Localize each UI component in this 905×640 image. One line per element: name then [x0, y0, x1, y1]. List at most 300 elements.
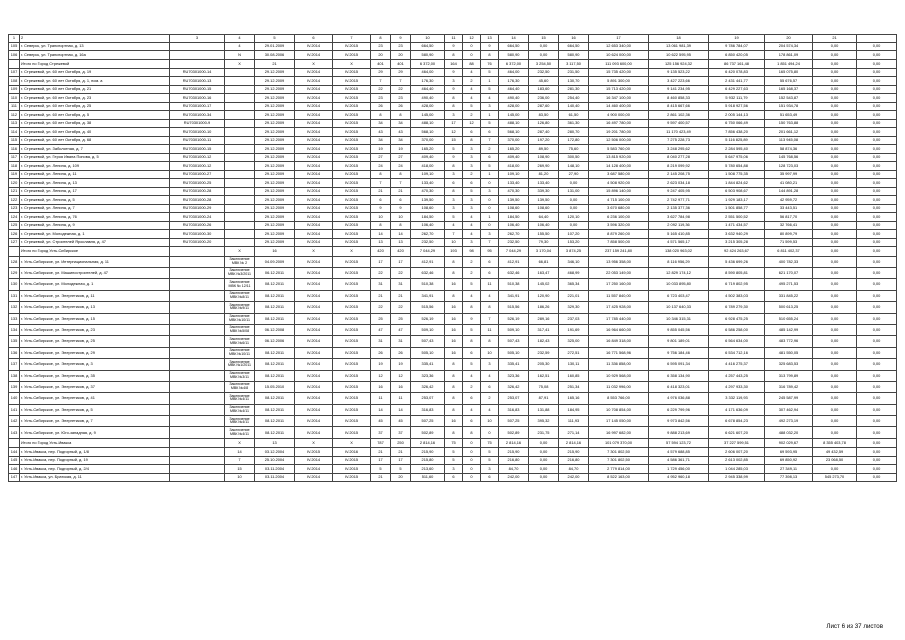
cell-addr: г. Усть-Сибирское, ул. Энергетиков, д. 3	[20, 359, 170, 370]
cell-addr: г. Усть-Сибирское, ул. Энергетиков, д. 37	[20, 381, 170, 392]
cell-c5: 08.12.2011	[255, 347, 295, 358]
cell-c19: 1 929 183,17	[709, 196, 765, 205]
cell-c10: 510,38	[411, 279, 445, 290]
table-row	[9, 230, 897, 239]
cell-c18: 9 888 213,69	[649, 427, 709, 438]
cell-c10: 464,00	[411, 68, 445, 77]
cell-c10: 109,10	[411, 170, 445, 179]
cell-c11: 8	[445, 359, 463, 370]
cell-c9: 43	[391, 128, 411, 137]
cell-c13: 1	[481, 77, 499, 86]
cell-c17: 3 596 320,00	[589, 221, 649, 230]
cell-c18: 9 801 189,01	[649, 336, 709, 347]
cell-c19: 4 502 383,03	[709, 290, 765, 301]
cell-c13: 1	[481, 170, 499, 179]
cell-c9: 25	[391, 313, 411, 324]
cell-c15: 182,43	[529, 336, 559, 347]
cell-c14: 412,91	[499, 256, 529, 267]
cell-no	[9, 438, 20, 447]
cell-c16: 325,00	[559, 336, 589, 347]
cell-c13: 76	[481, 59, 499, 68]
cell-c11: 8	[445, 94, 463, 103]
cell-c6: IV.2014	[295, 347, 333, 358]
cell-c6: IV.2014	[295, 267, 333, 278]
cell-addr: г. Усть-Сибирское, ул. Молодежная, д. 1	[20, 279, 170, 290]
cell-c9: 29	[391, 68, 411, 77]
cell-c9: 26	[391, 102, 411, 111]
cell-c4	[225, 238, 255, 247]
cell-c6: IV.2014	[295, 230, 333, 239]
cell-c11: 16	[445, 347, 463, 358]
cell-c17: 15 896 140,00	[589, 187, 649, 196]
cell-c9: 401	[391, 59, 411, 68]
cell-c4: Заключение МВК №4/8	[225, 381, 255, 392]
table-row	[9, 136, 897, 145]
cell-c17: 237 159 241,80	[589, 247, 649, 256]
cell-c8: 19	[371, 359, 391, 370]
cell-c6: IV.2014	[295, 213, 333, 222]
cell-c5: 21	[255, 59, 295, 68]
cell-c17: 14 460 400,00	[589, 102, 649, 111]
cell-c22: 0,00	[857, 473, 897, 482]
cell-c10: 511,60	[411, 473, 445, 482]
cell-addr: г. Стрежевой, ул. Ленина, д. 5	[20, 196, 170, 205]
cell-c16: 107,20	[559, 230, 589, 239]
cell-c10: 418,00	[411, 162, 445, 171]
cell-no: 132	[9, 302, 20, 313]
cell-c8: 21	[371, 448, 391, 457]
cell-c17: 16 497 780,00	[589, 119, 649, 128]
cell-c16: 3 874,25	[559, 247, 589, 256]
cell-c11: 8	[445, 256, 463, 267]
cell-c21: 0,00	[813, 465, 857, 474]
cell-c3	[170, 42, 225, 51]
cell-c5: 29.12.2009	[255, 94, 295, 103]
cell-c3	[170, 473, 225, 482]
cell-no: 107	[9, 68, 20, 77]
cell-c19: 6 586 258,00	[709, 324, 765, 335]
cell-c7: IV.2015	[333, 404, 371, 415]
cell-c13: 8	[481, 51, 499, 60]
cell-c6: IV.2014	[295, 94, 333, 103]
cell-c22: 0,00	[857, 153, 897, 162]
cell-c18: 8 040 277,28	[649, 153, 709, 162]
cell-c15: 145,02	[529, 279, 559, 290]
cell-c15: 126,80	[529, 119, 559, 128]
cell-addr: г. Стрежевой, ул. Молодежная, д. 1	[20, 230, 170, 239]
cell-c18: 7 275 228,73	[649, 136, 709, 145]
cell-c11: 8	[445, 267, 463, 278]
cell-addr: г. Стрежевой, ул. 60 лет Октября, д. 23	[20, 94, 170, 103]
cell-c16: 216,80	[559, 456, 589, 465]
cell-c21: 545 273,70	[813, 473, 857, 482]
cell-c15: 163,47	[529, 267, 559, 278]
cell-c3	[170, 336, 225, 347]
cell-c11: 16	[445, 336, 463, 347]
cell-c14: 176,30	[499, 77, 529, 86]
cell-c5: 29.12.2009	[255, 145, 295, 154]
cell-c17: 13 815 920,00	[589, 153, 649, 162]
cell-c8: 7	[371, 179, 391, 188]
cell-c11: 8	[445, 162, 463, 171]
cell-c17: 16 849 318,00	[589, 336, 649, 347]
cell-c16: 242,00	[559, 473, 589, 482]
cell-c15: 232,59	[529, 347, 559, 358]
cell-c22: 0,00	[857, 51, 897, 60]
cell-c19: 2 005 144,13	[709, 111, 765, 120]
cell-c22: 0,00	[857, 336, 897, 347]
cell-c4: Заключение МВК №4/11	[225, 416, 255, 427]
cell-addr: Итого по Город Стрежевой	[20, 59, 170, 68]
cell-c17: 15 735 420,00	[589, 68, 649, 77]
cell-c12: 8	[463, 136, 481, 145]
cell-c13: 95	[481, 247, 499, 256]
cell-c9: 34	[391, 119, 411, 128]
cell-c14: 184,50	[499, 213, 529, 222]
cell-c10: 664,50	[411, 42, 445, 51]
cell-c13: 7	[481, 313, 499, 324]
cell-addr: г. Усть-Сибирское, ул. Интернациональная, д. 11	[20, 256, 170, 267]
cell-c19: 92 424 263,67	[709, 247, 765, 256]
cell-c4	[225, 119, 255, 128]
cell-c20: 1 851 494,24	[765, 59, 813, 68]
cell-c17: 4 900 000,00	[589, 111, 649, 120]
cell-c15: 45,60	[529, 77, 559, 86]
cell-addr: г. Стрежевой, ул. 60 лет Октября, д. 68	[20, 136, 170, 145]
cell-c9: 23	[391, 94, 411, 103]
cell-c21: 0,00	[813, 102, 857, 111]
cell-c7: IV.2015	[333, 68, 371, 77]
cell-c16: 140,40	[559, 102, 589, 111]
cell-c21: 0,00	[813, 256, 857, 267]
cell-c20: 481 550,05	[765, 347, 813, 358]
cell-c10: 184,50	[411, 213, 445, 222]
cell-c19: 6 621 607,20	[709, 427, 765, 438]
cell-c13: 5	[481, 162, 499, 171]
cell-no: 130	[9, 279, 20, 290]
cell-c10: 108,60	[411, 204, 445, 213]
table-row	[9, 381, 897, 392]
cell-c21: 0,00	[813, 370, 857, 381]
cell-c5: 29.12.2009	[255, 77, 295, 86]
cell-no: 114	[9, 128, 20, 137]
cell-addr: г. Стрежевой, ул. Ленина, д. 7	[20, 204, 170, 213]
cell-c15: 186,26	[529, 302, 559, 313]
cell-c13: 6	[481, 153, 499, 162]
cell-c7: IV.2015	[333, 153, 371, 162]
cell-c10: 526,19	[411, 313, 445, 324]
cell-c19: 5 780 654,88	[709, 162, 765, 171]
cell-c11: 16	[445, 279, 463, 290]
cell-c8: 23	[371, 94, 391, 103]
cell-c9: 19	[391, 359, 411, 370]
cell-c5: 08.12.2011	[255, 404, 295, 415]
cell-c21: 0,00	[813, 77, 857, 86]
cell-c20: 32 766,41	[765, 221, 813, 230]
cell-c19: 6 429 227,63	[709, 85, 765, 94]
cell-c15: 0,00	[529, 42, 559, 51]
cell-c3: RU70301000-26	[170, 221, 225, 230]
cell-c20: 500 613,25	[765, 302, 813, 313]
cell-c11: 7	[445, 230, 463, 239]
cell-c3	[170, 247, 225, 256]
cell-c9: 27	[391, 153, 411, 162]
cell-c9: 34	[391, 136, 411, 145]
table-row	[9, 51, 897, 60]
cell-c12: 8	[463, 302, 481, 313]
cell-c21: 0,00	[813, 119, 857, 128]
cell-c11: 6	[445, 179, 463, 188]
cell-c10: 165,20	[411, 145, 445, 154]
cell-c4: Заключение МВК №10/11	[225, 313, 255, 324]
cell-c4	[225, 145, 255, 154]
cell-c6: IV.2014	[295, 128, 333, 137]
cell-c4: X	[225, 59, 255, 68]
cell-c17: 5 891 300,00	[589, 77, 649, 86]
cell-c17: 4 715 100,00	[589, 196, 649, 205]
cell-c8: 8	[371, 111, 391, 120]
cell-c15: 66,81	[529, 256, 559, 267]
cell-c12: 3	[463, 153, 481, 162]
cell-c9: 22	[391, 267, 411, 278]
cell-c8: 12	[371, 370, 391, 381]
cell-c19: 6 850 420,05	[709, 51, 765, 60]
cell-c19: 6 789 279,30	[709, 302, 765, 313]
cell-c9: 5	[391, 465, 411, 474]
cell-c11: 8	[445, 427, 463, 438]
cell-c21: 0,00	[813, 51, 857, 60]
column-number-18: 18	[649, 35, 709, 43]
cell-c14: 335,41	[499, 359, 529, 370]
cell-c12: 5	[463, 102, 481, 111]
column-number-17: 17	[589, 35, 649, 43]
cell-c21: 0,00	[813, 279, 857, 290]
cell-c12: 0	[463, 448, 481, 457]
cell-c10: 632,46	[411, 267, 445, 278]
cell-c20: 165 075,80	[765, 68, 813, 77]
cell-c18: 6 358 134,90	[649, 370, 709, 381]
cell-c9: 21	[391, 448, 411, 457]
cell-c6: IV.2014	[295, 162, 333, 171]
cell-c17: 111 093 600,00	[589, 59, 649, 68]
cell-c6: IV.2014	[295, 85, 333, 94]
cell-c21: 0,00	[813, 336, 857, 347]
cell-c10: 509,10	[411, 324, 445, 335]
cell-c18: 9 135 523,22	[649, 68, 709, 77]
cell-c22: 0,00	[857, 196, 897, 205]
cell-c5: 29.12.2009	[255, 238, 295, 247]
cell-c22: 0,00	[857, 170, 897, 179]
cell-c6: IV.2015	[295, 448, 333, 457]
cell-c8: 9	[371, 204, 391, 213]
cell-c6: IV.2014	[295, 370, 333, 381]
cell-c18: 9 247 405,95	[649, 187, 709, 196]
cell-c16: 271,14	[559, 427, 589, 438]
cell-c21: 0,00	[813, 94, 857, 103]
cell-c13: 8	[481, 336, 499, 347]
cell-c10: 316,83	[411, 404, 445, 415]
cell-c17: 3 687 580,00	[589, 170, 649, 179]
cell-c20: 56 817,70	[765, 213, 813, 222]
cell-c14: 145,00	[499, 111, 529, 120]
table-row	[9, 162, 897, 171]
cell-c3	[170, 324, 225, 335]
cell-addr: г. Усть-Сибирское, ул. Энергетиков, д. 5	[20, 404, 170, 415]
cell-c19: 4 416 275,37	[709, 359, 765, 370]
cell-no: 110	[9, 94, 20, 103]
cell-c22: 0,00	[857, 465, 897, 474]
cell-c16: 131,00	[559, 187, 589, 196]
cell-c11: 12	[445, 128, 463, 137]
cell-c7: IV.2015	[333, 473, 371, 482]
cell-c13: 2	[481, 393, 499, 404]
cell-no: 135	[9, 336, 20, 347]
cell-c4	[225, 153, 255, 162]
cell-c12: 2	[463, 77, 481, 86]
column-number-1: 1	[9, 35, 20, 43]
cell-c20: 483 772,96	[765, 336, 813, 347]
cell-c21: 0,00	[813, 59, 857, 68]
cell-c17: 16 997 682,00	[589, 427, 649, 438]
cell-c15: 0,00	[529, 448, 559, 457]
cell-addr: г. Стрежевой, ул. Заболотная, д. 7	[20, 145, 170, 154]
cell-c18: 138 020 963,02	[649, 247, 709, 256]
cell-addr: г. Стрежевой, ул. Ленина, д. 17	[20, 187, 170, 196]
cell-c9: 10	[391, 213, 411, 222]
cell-c4: Заключение МВК №3/2011	[225, 267, 255, 278]
cell-no: 146	[9, 465, 20, 474]
cell-c11: 17	[445, 119, 463, 128]
cell-c11: 3	[445, 77, 463, 86]
cell-c21: 0,00	[813, 302, 857, 313]
cell-c8: 29	[371, 68, 391, 77]
cell-c11: 3	[445, 196, 463, 205]
cell-c18: 8 415 667,66	[649, 102, 709, 111]
cell-c17: 17 425 928,00	[589, 302, 649, 313]
cell-c13: 4	[481, 404, 499, 415]
cell-c4	[225, 162, 255, 171]
cell-c18: 57 594 123,72	[649, 438, 709, 447]
cell-c10: 409,40	[411, 153, 445, 162]
cell-c4: X	[225, 438, 255, 447]
cell-c22: 0,00	[857, 42, 897, 51]
cell-c3: RU70301000-9	[170, 119, 225, 128]
cell-c15: 231,75	[529, 427, 559, 438]
cell-c20: 6 811 402,37	[765, 247, 813, 256]
cell-c14: 505,10	[499, 347, 529, 358]
cell-addr: г. Усть-Ивакса, пер. Подгорный, д. 1/8	[20, 448, 170, 457]
cell-c20: 621 170,07	[765, 267, 813, 278]
cell-c7: IV.2015	[333, 111, 371, 120]
cell-c22: 0,00	[857, 238, 897, 247]
cell-c14: 515,56	[499, 302, 529, 313]
table-row	[9, 290, 897, 301]
cell-c9: 11	[391, 393, 411, 404]
cell-c3: RU70301000-12	[170, 153, 225, 162]
column-number-19: 19	[709, 35, 765, 43]
cell-c3	[170, 427, 225, 438]
cell-c19: 4 297 933,30	[709, 381, 765, 392]
cell-c12: 3	[463, 162, 481, 171]
cell-c20: 245 587,99	[765, 393, 813, 404]
cell-c20: 77 398,13	[765, 473, 813, 482]
cell-c6: IV.2014	[295, 393, 333, 404]
cell-c15: 79,30	[529, 238, 559, 247]
cell-c7: IV.2015	[333, 221, 371, 230]
cell-c14: 488,10	[499, 119, 529, 128]
cell-c21: 8 355 403,78	[813, 438, 857, 447]
cell-c22: 0,00	[857, 247, 897, 256]
cell-c6: IV.2014	[295, 77, 333, 86]
cell-c5: 16	[255, 247, 295, 256]
cell-c15: 0,00	[529, 456, 559, 465]
cell-c3	[170, 465, 225, 474]
cell-c6: IV.2014	[295, 196, 333, 205]
cell-c13: 0	[481, 179, 499, 188]
cell-c19: 1 471 434,57	[709, 221, 765, 230]
cell-c6: IV.2014	[295, 359, 333, 370]
cell-c19: 6 534 712,16	[709, 347, 765, 358]
column-number-9: 9	[391, 35, 411, 43]
cell-c4	[225, 111, 255, 120]
table-row	[9, 302, 897, 313]
cell-c13: 4	[481, 290, 499, 301]
cell-c21: 0,00	[813, 290, 857, 301]
cell-c8: 26	[371, 347, 391, 358]
cell-c14: 242,00	[499, 473, 529, 482]
cell-c3	[170, 448, 225, 457]
cell-c15: 287,40	[529, 128, 559, 137]
cell-c12: 4	[463, 85, 481, 94]
cell-c20: 492 273,19	[765, 416, 813, 427]
cell-c5: 29.12.2009	[255, 213, 295, 222]
cell-c9: 23	[391, 42, 411, 51]
cell-c9: 37	[391, 427, 411, 438]
cell-c20: 144 891,28	[765, 187, 813, 196]
cell-c4: 4	[225, 42, 255, 51]
cell-c18: 6 723 403,47	[649, 290, 709, 301]
cell-c4: Заключение МВК №4/11	[225, 404, 255, 415]
cell-c14: 490,40	[499, 94, 529, 103]
cell-c13: 3	[481, 230, 499, 239]
cell-no: 105	[9, 42, 20, 51]
register-table-sheet	[8, 34, 896, 482]
cell-c19: 9 786 784,07	[709, 42, 765, 51]
table-row	[9, 119, 897, 128]
cell-c15: 232,50	[529, 68, 559, 77]
table-row	[9, 187, 897, 196]
cell-c13: 0	[481, 221, 499, 230]
cell-addr: г. Стрежевой, ул. Героя Ивана Попова, д. 5	[20, 153, 170, 162]
cell-c5: 29.12.2009	[255, 170, 295, 179]
cell-c16: 365,34	[559, 279, 589, 290]
cell-c8: 27	[371, 153, 391, 162]
cell-c13: 10	[481, 347, 499, 358]
cell-c7: IV.2015	[333, 290, 371, 301]
cell-c9: 47	[391, 324, 411, 335]
cell-c11: 8	[445, 404, 463, 415]
cell-no: 129	[9, 267, 20, 278]
cell-c16: 280,70	[559, 128, 589, 137]
cell-c9: 13	[391, 238, 411, 247]
cell-c18: 2 135 377,36	[649, 204, 709, 213]
cell-c18: 6 418 323,01	[649, 381, 709, 392]
cell-c8: 7	[371, 77, 391, 86]
cell-c15: 131,88	[529, 404, 559, 415]
cell-c6: IV.2014	[295, 68, 333, 77]
cell-c10: 323,36	[411, 370, 445, 381]
cell-c3	[170, 438, 225, 447]
